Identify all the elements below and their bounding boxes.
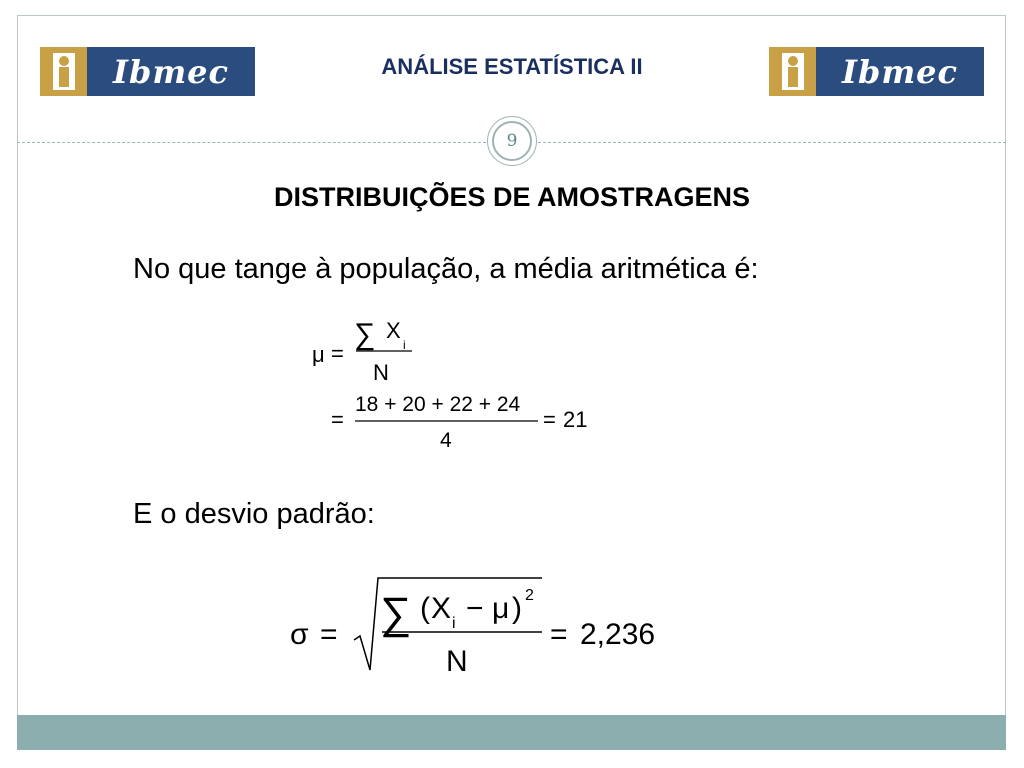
equals-sign: = [331,341,344,366]
header-title: ANÁLISE ESTATÍSTICA II [381,54,643,79]
denominator-four: 4 [440,429,452,452]
close-paren: ) [512,592,522,625]
sigma-symbol: σ [290,618,309,651]
equals-sign: = [543,407,556,432]
logo-text: Ibmec [112,52,230,91]
denominator-n: N [373,360,389,385]
mean-result: 21 [563,407,588,432]
mu-symbol: μ [312,342,325,367]
mu-symbol: μ [492,592,510,625]
exponent-two: 2 [525,587,534,604]
equals-sign: = [331,407,344,432]
sum-symbol: ∑ [354,318,376,351]
subscript-i: i [452,615,456,632]
sd-result: 2,236 [580,618,656,651]
denominator-n: N [446,645,468,678]
open-paren: ( [420,592,430,625]
logo-text: Ibmec [841,52,959,91]
equals-sign: = [320,618,338,651]
sum-symbol: ∑ [380,589,412,638]
minus-sign: − [466,592,484,625]
subscript-i: i [403,338,406,352]
sd-intro-text: E o desvio padrão: [133,498,375,530]
x-variable: X [431,592,452,625]
slide-title: DISTRIBUIÇÕES DE AMOSTRAGENS [273,182,751,212]
mean-intro-text: No que tange à população, a média aritmética é: [133,253,759,285]
equals-sign: = [550,618,568,651]
page-number: 9 [492,121,532,161]
x-variable: X [386,318,401,343]
sum-numerator: 18 + 20 + 22 + 24 [355,393,521,416]
